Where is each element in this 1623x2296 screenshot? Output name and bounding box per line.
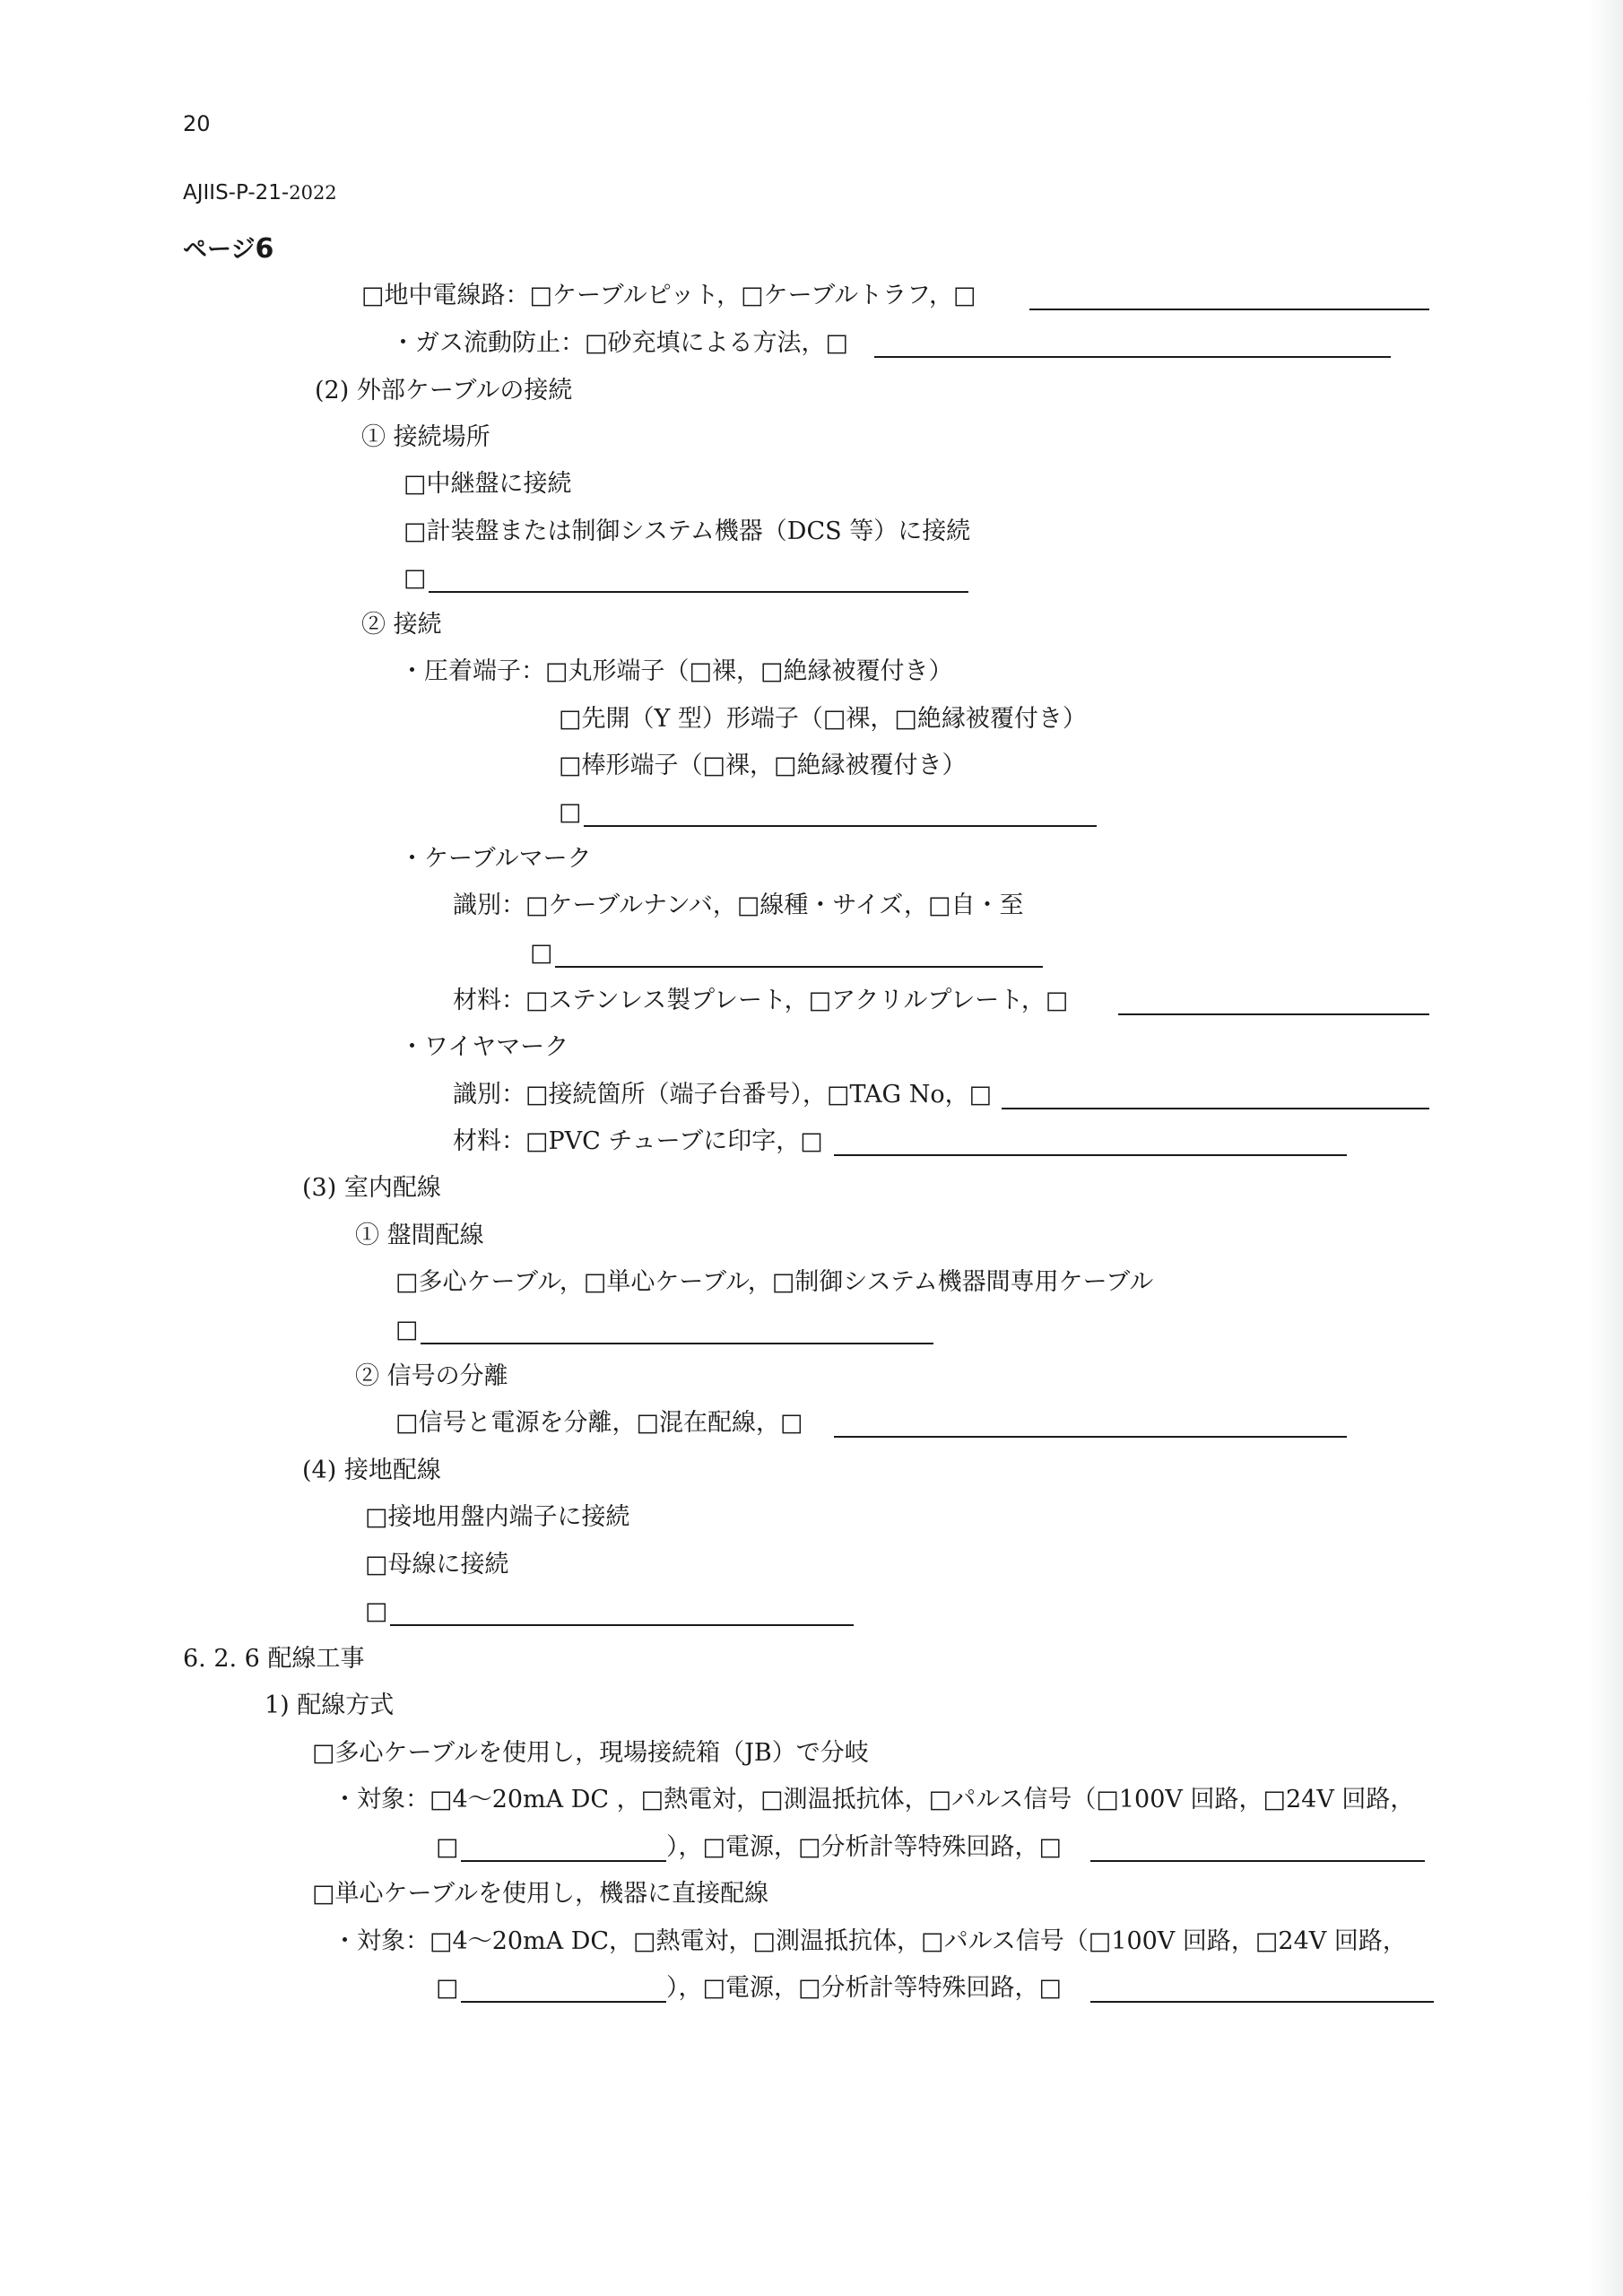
- inter-panel-cable-options: □多心ケーブル，□単心ケーブル，□制御システム機器間専用ケーブル: [395, 1268, 1154, 1296]
- signal-separation-options: □信号と電源を分離，□混在配線，□: [395, 1409, 803, 1437]
- multicore-target-power-special: ），□電源，□分析計等特殊回路，□: [666, 1833, 1063, 1861]
- single-core-cable-option: □単心ケーブルを使用し，機器に直接配線: [312, 1880, 769, 1908]
- cable-mark-identification: 識別：□ケーブルナンバ，□線種・サイズ，□自・至: [453, 891, 1024, 919]
- single-core-target-other-blank: [461, 2001, 666, 2003]
- single-core-target-power-special: ），□電源，□分析計等特殊回路，□: [666, 1974, 1063, 2002]
- subsection-connection-place: ① 接続場所: [361, 423, 490, 451]
- connection-place-other: □: [404, 564, 427, 592]
- multicore-target-power-blank: [1090, 1860, 1425, 1862]
- wire-mark-heading: ・ワイヤマーク: [400, 1033, 569, 1061]
- wire-mark-identification: 識別：□接続箇所（端子台番号），□TAG No，□: [453, 1081, 993, 1109]
- crimp-terminal-rod: □棒形端子（□裸，□絶縁被覆付き）: [559, 752, 967, 779]
- single-core-target-signals: ・対象：□4～20mA DC，□熱電対，□測温抵抗体，□パルス信号（□100V 回路，□24V 回路，: [333, 1927, 1407, 1955]
- subsection-wiring-method: 1) 配線方式: [265, 1692, 395, 1719]
- wire-mark-identification-blank: [1002, 1108, 1429, 1109]
- inter-panel-cable-other: □: [395, 1316, 419, 1344]
- cable-mark-heading: ・ケーブルマーク: [400, 845, 592, 873]
- document-id: [183, 175, 337, 211]
- page-label-number: 6: [255, 233, 274, 265]
- section-indoor-wiring: (3) 室内配線: [302, 1174, 441, 1202]
- grounding-panel-terminal: □接地用盤内端子に接続: [365, 1503, 630, 1531]
- crimp-terminal-other: □: [559, 798, 582, 826]
- inter-panel-cable-other-blank: [421, 1343, 933, 1344]
- single-core-target-power-blank: [1090, 2001, 1434, 2003]
- grounding-busbar: □母線に接続: [365, 1551, 509, 1578]
- underground-line-options: □地中電線路：□ケーブルピット，□ケーブルトラフ，□: [361, 282, 976, 309]
- subsection-connection: ② 接続: [361, 611, 442, 639]
- gas-flow-prevention-options: ・ガス流動防止：□砂充填による方法，□: [391, 329, 849, 357]
- connection-place-other-blank: [429, 591, 968, 593]
- page-edge-shadow: [1587, 0, 1623, 2296]
- cable-mark-material: 材料：□ステンレス製プレート，□アクリルプレート，□: [453, 987, 1069, 1014]
- gas-flow-prevention-blank: [874, 356, 1391, 358]
- multicore-cable-option: □多心ケーブルを使用し，現場接続箱（JB）で分岐: [312, 1739, 869, 1767]
- cable-mark-identification-blank: [555, 966, 1043, 968]
- grounding-other-blank: [390, 1624, 854, 1626]
- section-wiring-work: 6. 2. 6 配線工事: [183, 1645, 365, 1673]
- single-core-target-other-open: □: [436, 1974, 459, 2002]
- crimp-terminal-ring: ・圧着端子：□丸形端子（□裸，□絶縁被覆付き）: [400, 657, 953, 685]
- section-external-cable-connection: (2) 外部ケーブルの接続: [315, 377, 573, 404]
- multicore-target-other-blank: [461, 1860, 666, 1862]
- page-label-text: ページ: [183, 236, 256, 264]
- grounding-other: □: [365, 1597, 388, 1625]
- section-grounding-wiring: (4) 接地配線: [302, 1457, 441, 1484]
- wire-mark-material-blank: [834, 1154, 1347, 1156]
- signal-separation-blank: [834, 1436, 1347, 1438]
- page-label: [183, 231, 273, 268]
- option-relay-panel: □中継盤に接続: [404, 470, 572, 498]
- multicore-target-signals: ・対象：□4～20mA DC ，□熱電対，□測温抵抗体，□パルス信号（□100V 回路，□24V 回路，: [333, 1786, 1415, 1813]
- cable-mark-material-blank: [1118, 1013, 1429, 1015]
- multicore-target-other-open: □: [436, 1833, 459, 1861]
- subsection-inter-panel-wiring: ① 盤間配線: [355, 1222, 484, 1249]
- underground-line-blank: [1029, 309, 1429, 310]
- document-id-year: 2022: [289, 182, 337, 204]
- cable-mark-identification-other: □: [530, 939, 553, 967]
- wire-mark-material: 材料：□PVC チューブに印字，□: [453, 1127, 823, 1155]
- crimp-terminal-y-type: □先開（Y 型）形端子（□裸，□絶縁被覆付き）: [559, 705, 1087, 733]
- document-id-prefix: AJIIS-P-21-: [183, 181, 290, 204]
- crimp-terminal-other-blank: [584, 825, 1097, 827]
- page-number: 20: [183, 111, 211, 136]
- subsection-signal-separation: ② 信号の分離: [355, 1362, 508, 1390]
- option-instrument-panel: □計装盤または制御システム機器（DCS 等）に接続: [404, 517, 971, 545]
